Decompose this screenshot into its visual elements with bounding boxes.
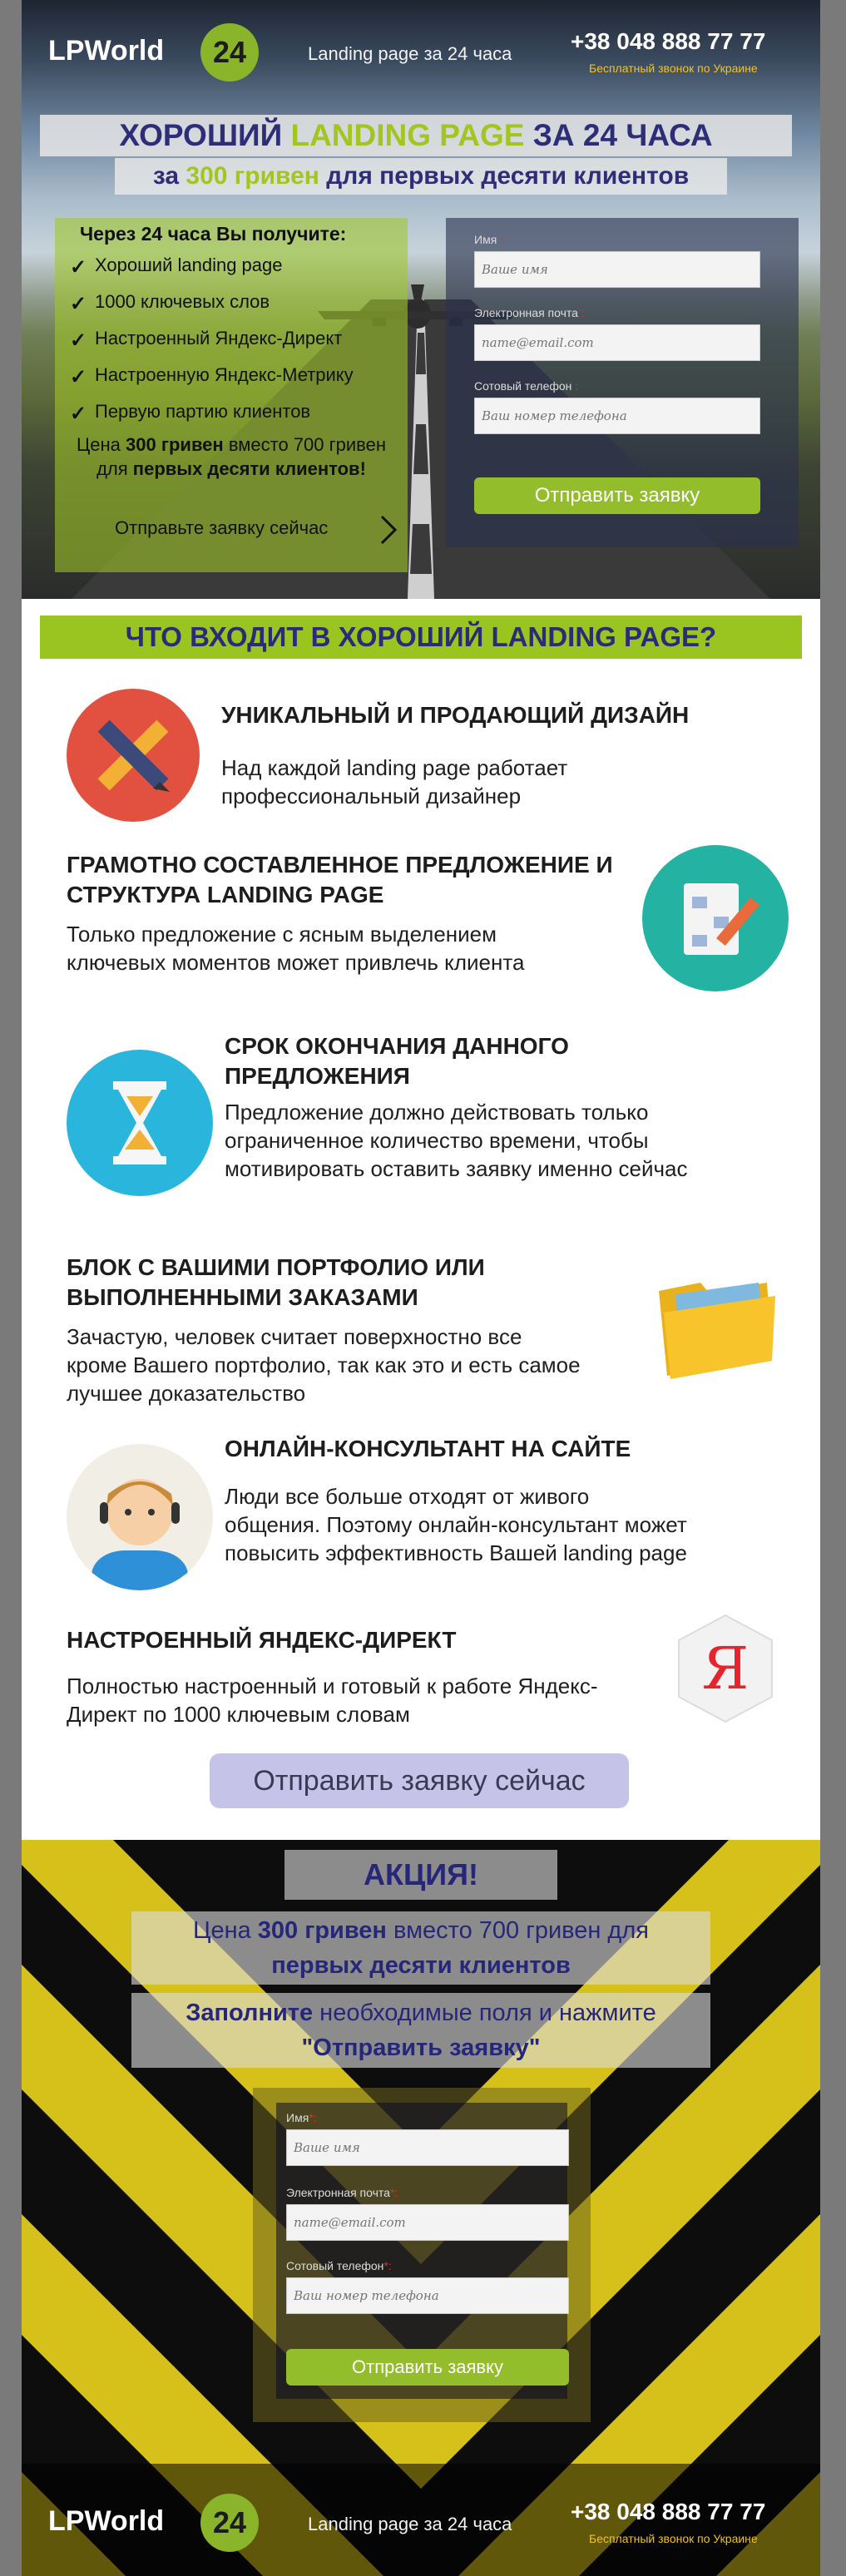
offer-list-item [70,364,354,401]
phone-label-text: Сотовый телефон [474,379,572,393]
promo-email-label-text: Электронная почта [286,2186,390,2199]
offer-box [55,218,408,572]
consultant-avatar-icon [67,1444,213,1590]
required-mark: : [581,306,585,319]
feature-title: БЛОК С ВАШИМИ ПОРТФОЛИО ИЛИ ВЫПОЛНЕННЫМИ ЗАКАЗАМИ [67,1254,485,1310]
header-free-call: Бесплатный звонок по Украине [589,62,758,75]
price-bold: 300 гривен [126,434,224,455]
promo-submit-button[interactable]: Отправить заявку [286,2349,569,2386]
features-title: ЧТО ВХОДИТ В ХОРОШИЙ LANDING PAGE? [40,616,802,659]
footer-phone[interactable]: +38 048 888 77 77 [571,2499,766,2524]
required-mark: : [575,379,579,393]
price-part: Цена [76,434,126,455]
top-header [22,0,820,104]
logo-number-badge: 24 [200,23,259,82]
feature-title: УНИКАЛЬНЫЙ И ПРОДАЮЩИЙ ДИЗАЙН [221,702,690,728]
feature-text: Только предложение с ясным выделением ключевых моментов может привлечь клиента [67,922,525,975]
promo-name-label-text: Имя [286,2111,309,2124]
required-mark: : [500,233,504,246]
logo-number-badge: 24 [200,2494,259,2552]
offer-list-item [70,291,354,328]
name-label [474,233,503,246]
footer-header [22,2470,820,2574]
name-label-text: Имя [474,233,497,246]
feature-title: НАСТРОЕННЫЙ ЯНДЕКС-ДИРЕКТ [67,1627,457,1653]
checkmark-icon: ✓ [70,329,87,352]
promo-price [131,1911,710,1985]
hero-subtitle-part: за [152,162,186,190]
offer-heading: Через 24 часа Вы получите: [80,223,347,245]
feature-title: ГРАМОТНО СОСТАВЛЕННОЕ ПРЕДЛОЖЕНИЕ И СТРУКТУРА LANDING PAGE [67,852,613,907]
required-mark: *: [389,2186,398,2199]
price-part: вместо 700 гривен для [96,434,386,479]
checkmark-icon: ✓ [70,366,87,388]
folder-icon [642,1258,789,1391]
promo-phone-input[interactable] [286,2277,569,2314]
hero-title [40,115,792,156]
feature-text: Полностью настроенный и готовый к работе Яндекс-Директ по 1000 ключевым словам [67,1674,598,1727]
logo-text: LPWorld [48,2505,165,2537]
hero-title-highlight: LANDING PAGE [290,118,525,152]
hero-subtitle-part: для первых десяти клиентов [319,162,690,190]
send-request-now-button[interactable]: Отправить заявку сейчас [210,1753,629,1808]
offer-item-label: Настроенную Яндекс-Метрику [95,364,354,385]
offer-price [72,433,391,481]
checkmark-icon: ✓ [70,256,87,279]
phone-input[interactable] [474,398,760,434]
checkmark-icon: ✓ [70,293,87,315]
promo-phone-label-text: Сотовый телефон [286,2259,384,2272]
header-phone[interactable]: +38 048 888 77 77 [571,28,766,54]
offer-item-label: Настроенный Яндекс-Директ [95,328,343,349]
offer-list-item [70,255,354,291]
landing-page [22,0,820,2576]
offer-cta-text[interactable]: Отправьте заявку сейчас [115,517,329,538]
feature-title: ОНЛАЙН-КОНСУЛЬТАНТ НА САЙТЕ [225,1436,631,1461]
yandex-letter: Я [701,1634,750,1703]
feature-text: Зачастую, человек считает поверхностно все кроме Вашего портфолио, так как это и есть самое лучшее доказательство [67,1324,581,1406]
promo-request-form [273,2088,569,2417]
feature-text: Предложение должно действовать только ограниченное количество времени, чтобы мотивировать оставить заявку именно сейчас [225,1100,688,1181]
phone-label [474,379,578,393]
promo-price-part: Цена [193,1917,258,1944]
promo-fill-part: необходимые поля и нажмите [313,2000,656,2026]
pencil-ruler-icon [67,689,200,822]
hero-section [22,0,820,599]
promo-title: АКЦИЯ! [284,1850,557,1900]
logo-text: LPWorld [48,35,165,67]
footer-tagline: Landing page за 24 часа [308,2514,512,2534]
header-tagline: Landing page за 24 часа [308,43,512,64]
offer-item-label: Первую партию клиентов [95,401,311,422]
price-bold: первых десяти клиентов! [132,458,366,479]
promo-phone-label [286,2259,392,2272]
required-mark: *: [309,2111,317,2124]
promo-price-bold: 300 гривен [257,1917,387,1944]
promo-fill-bold: Заполните [186,2000,314,2026]
offer-item-label: 1000 ключевых слов [95,291,270,312]
footer-free-call: Бесплатный звонок по Украине [589,2532,758,2545]
promo-price-bold: первых десяти клиентов [271,1952,571,1979]
promo-instructions [131,1993,710,2068]
offer-list [70,255,354,438]
promo-email-label [286,2186,398,2199]
hero-title-part: ЗА 24 ЧАСА [524,118,713,152]
promo-section [22,1840,820,2576]
yandex-logo-icon [667,1610,784,1727]
email-label-text: Электронная почта [474,306,578,319]
offer-item-label: Хороший landing page [95,255,283,275]
promo-price-part: вместо 700 гривен для [386,1917,649,1944]
required-mark: *: [383,2259,392,2272]
hero-title-part: ХОРОШИЙ [119,118,291,152]
submit-request-button[interactable]: Отправить заявку [474,477,760,514]
hourglass-icon [67,1050,213,1196]
feature-text: Люди все больше отходят от живого общения. Поэтому онлайн-консультант может повысить эффективность Вашей landing page [225,1484,687,1565]
email-input[interactable] [474,324,760,361]
hero-subtitle-highlight: 300 гривен [186,162,319,190]
email-label [474,306,585,319]
hero-subtitle [115,158,727,195]
name-input[interactable] [474,251,760,288]
document-edit-icon [642,845,789,991]
checkmark-icon: ✓ [70,403,87,425]
feature-title: СРОК ОКОНЧАНИЯ ДАННОГО ПРЕДЛОЖЕНИЯ [225,1033,569,1089]
offer-list-item [70,328,354,364]
promo-email-input[interactable] [286,2204,569,2241]
chevron-right-icon[interactable] [379,514,398,546]
top-request-form [446,218,799,547]
feature-text: Над каждой landing page работает профессиональный дизайнер [221,755,568,808]
promo-name-input[interactable] [286,2129,569,2166]
promo-fill-bold: "Отправить заявку" [301,2035,541,2061]
promo-name-label [286,2111,317,2124]
